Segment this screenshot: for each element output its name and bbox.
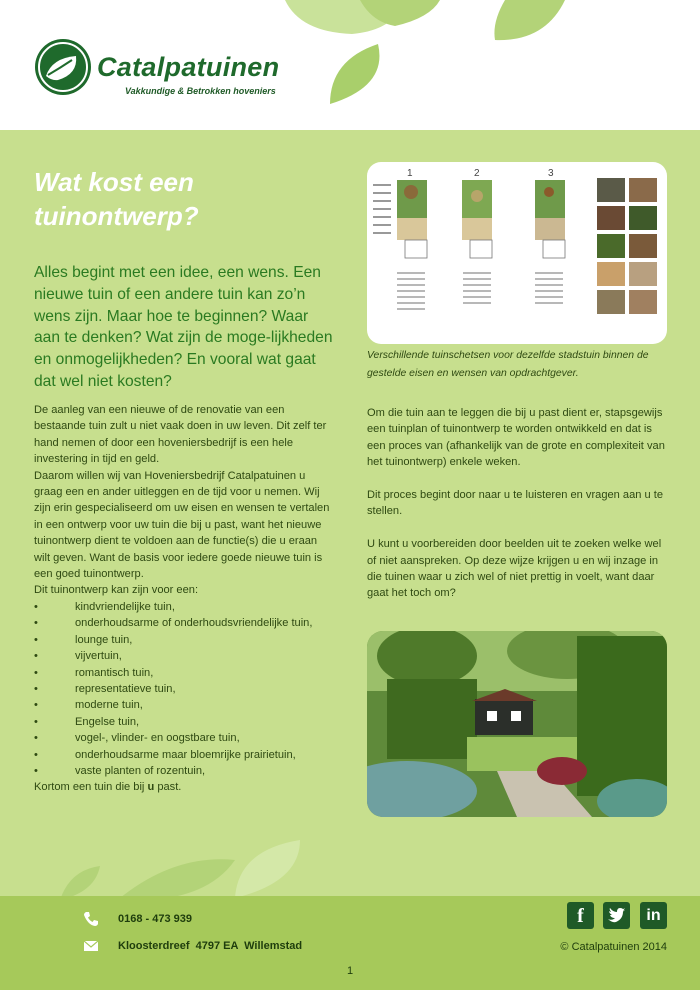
sketch-plans-icon	[367, 162, 667, 344]
page-number: 1	[346, 965, 354, 977]
list-item: • moderne tuin,	[34, 699, 143, 712]
address: Kloosterdreef 4797 EA Willemstad	[118, 940, 303, 952]
copyright: © Catalpatuinen 2014	[560, 941, 667, 953]
garden-type-list	[34, 599, 334, 779]
list-item: • romantisch tuin,	[34, 666, 154, 679]
sketch-label-1: 1	[407, 168, 413, 179]
image-caption: Verschillende tuinschetsen voor dezelfde stadstuin binnen de gestelde eisen en wensen van opdrachtgever.	[367, 350, 649, 379]
closing-line: Kortom een tuin die bij u past.	[34, 781, 182, 794]
list-item: • representatieve tuin,	[34, 682, 176, 695]
phone-number[interactable]: 0168 - 473 939	[118, 913, 193, 925]
twitter-bird-icon	[603, 902, 630, 929]
logo-leaf-icon	[34, 38, 92, 96]
linkedin-button[interactable]: in	[640, 902, 667, 929]
list-item: • vijvertuin,	[34, 650, 122, 663]
mail-icon	[84, 941, 98, 951]
list-item: • onderhoudsarme of onderhoudsvriendelijke tuin,	[34, 617, 313, 630]
sketch-label-2: 2	[474, 168, 480, 179]
page-title: Wat kost een tuinontwerp?	[34, 167, 199, 231]
phone-icon	[83, 911, 99, 927]
list-item: • Engelse tuin,	[34, 715, 140, 728]
list-item: • onderhoudsarme maar bloemrijke prairietuin,	[34, 748, 296, 761]
garden-photo	[367, 631, 667, 817]
garden-sketches-image	[367, 162, 667, 344]
intro-text: Alles begint met een idee, een wens. Een nieuwe tuin of een andere tuin kan zo’n wens zijn. Maar hoe te beginnen? Waar aan te denken? Wat zijn de moge-lijkheden en onmogelijkheden? En vooral wat gaat dat wel niet kosten?	[34, 264, 333, 390]
list-item: • vaste planten of rozentuin,	[34, 764, 206, 777]
brand-name: Catalpatuinen	[97, 52, 280, 82]
list-item: • vogel-, vlinder- en oogstbare tuin,	[34, 732, 240, 745]
body-right-column	[367, 405, 667, 618]
body-left-column	[34, 402, 334, 796]
list-intro: Dit tuinontwerp kan zijn voor een:	[34, 584, 199, 597]
facebook-button[interactable]: f	[567, 902, 594, 929]
right-paragraph: Om die tuin aan te leggen die bij u past dient er, stapsgewijs een tuinplan of tuinontwerp te worden ontwikkeld en dat is een proces van (afhankelijk van de grote en complexiteit van het tuinontwerp) enkele weken.	[367, 407, 665, 469]
brand-tagline: Vakkundige & Betrokken hoveniers	[125, 86, 276, 96]
sketch-label-3: 3	[548, 168, 554, 179]
garden-photo-icon	[367, 631, 667, 817]
header	[0, 0, 700, 130]
twitter-button[interactable]	[603, 902, 630, 929]
footer-leaf-decoration-icon	[0, 830, 360, 900]
list-item: • lounge tuin,	[34, 633, 133, 646]
right-paragraph: Dit proces begint door naar u te luisteren en vragen aan u te stellen.	[367, 489, 664, 518]
list-item: • kindvriendelijke tuin,	[34, 600, 175, 613]
paragraph-1: De aanleg van een nieuwe of de renovatie van een bestaande tuin zult u niet vaak doen in uw leven. Dit zelf ter hand nemen of door een hoveniersbedrijf is een hele investering in tijd en geld.	[34, 404, 327, 466]
paragraph-2: Daarom willen wij van Hoveniersbedrijf Catalpatuinen u graag een en ander uitleggen en de tijd voor u nemen. Wij zijn erin gespecialiseerd om uw eisen en wensen te vertalen in een ontwerp voor uw tuin die bij u past, want het nieuwe tuinontwerp dient te voldoen aan de functie(s) die u eraan wilt geven. Want de basis voor iedere goede nieuwe tuin is een goed tuinontwerp.	[34, 469, 330, 581]
right-paragraph: U kunt u voorbereiden door beelden uit te zoeken welke wel of niet aanspreken. Op deze wijze krijgen u en wij inzage in die tuinen waar u zich wel of niet prettig in voelt, want daar gaat het toch om?	[367, 538, 662, 600]
